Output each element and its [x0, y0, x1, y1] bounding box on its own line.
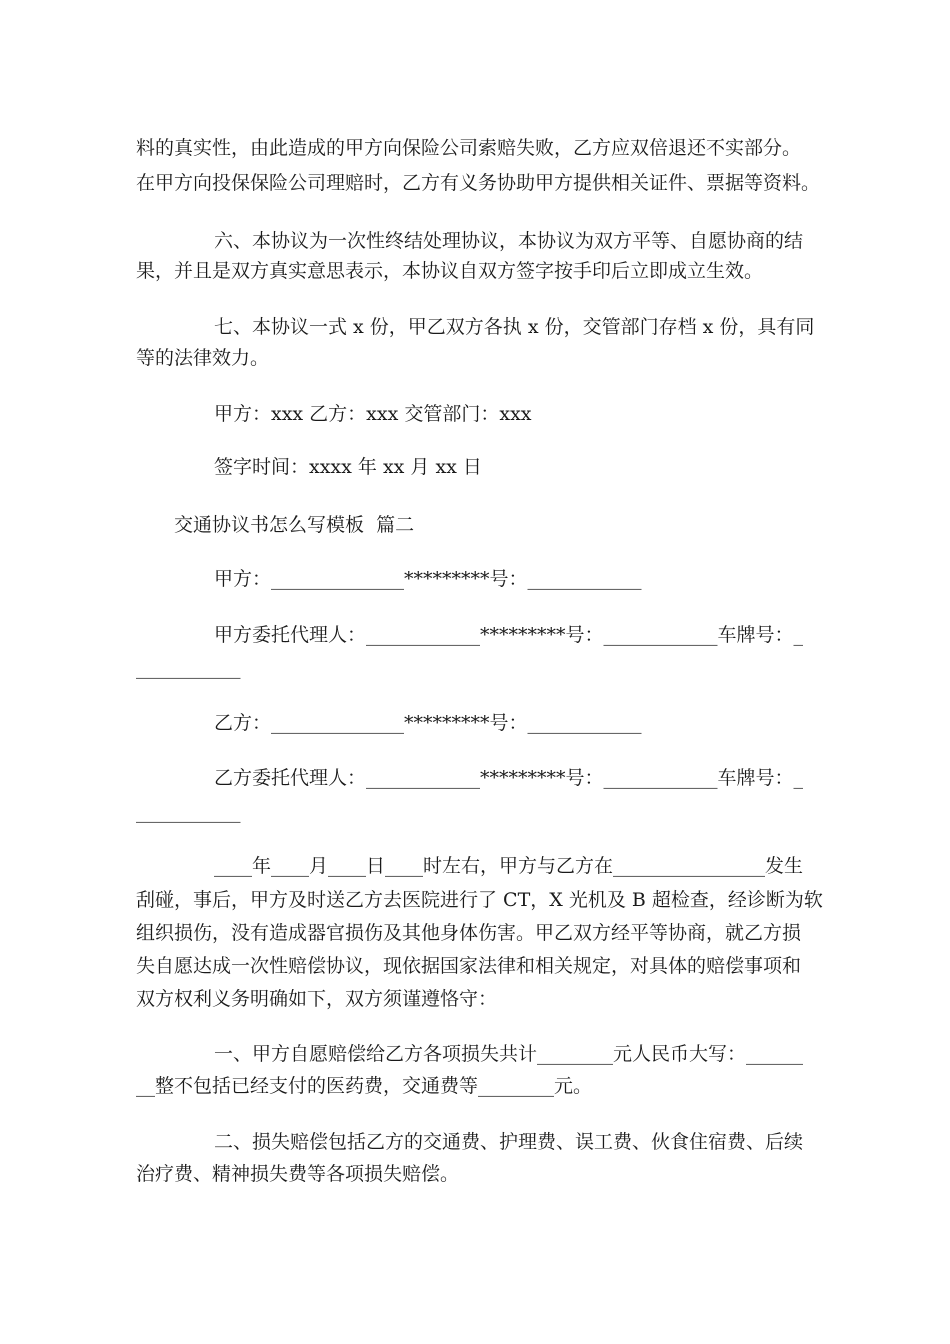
- party-a-agent-field: 甲方委托代理人：____________*********号：____________车牌号：_: [214, 624, 804, 646]
- clause-two-line: 二、损失赔偿包括乙方的交通费、护理费、误工费、伙食住宿费、后续: [214, 1131, 804, 1153]
- incident-paragraph-line: 失自愿达成一次性赔偿协议，现依据国家法律和相关规定，对具体的赔偿事项和: [136, 955, 802, 977]
- paragraph-line: 在甲方向投保保险公司理赔时，乙方有义务协助甲方提供相关证件、票据等资料。: [136, 172, 821, 194]
- clause-seven-line: 等的法律效力。: [136, 347, 270, 369]
- incident-paragraph-line: 组织损伤，没有造成器官损伤及其他身体伤害。甲乙双方经平等协商，就乙方损: [136, 922, 802, 944]
- section-title: 交通协议书怎么写模板 篇二: [174, 514, 415, 536]
- party-a-agent-field-cont: ___________: [136, 657, 241, 679]
- incident-paragraph-line: ____年____月____日____时左右，甲方与乙方在________________发生: [214, 855, 804, 877]
- signature-parties: 甲方：xxx 乙方：xxx 交管部门：xxx: [214, 403, 532, 425]
- clause-one-line: 一、甲方自愿赔偿给乙方各项损失共计________元人民币大写：______: [214, 1043, 804, 1065]
- party-b-agent-field-cont: ___________: [136, 801, 241, 823]
- clause-one-line: __整不包括已经支付的医药费，交通费等________元。: [136, 1075, 593, 1097]
- party-b-field: 乙方：______________*********号：____________: [214, 712, 642, 734]
- clause-six-line: 六、本协议为一次性终结处理协议，本协议为双方平等、自愿协商的结: [214, 230, 804, 252]
- party-b-agent-field: 乙方委托代理人：____________*********号：____________车牌号：_: [214, 767, 804, 789]
- paragraph-line: 料的真实性，由此造成的甲方向保险公司索赔失败，乙方应双倍退还不实部分。: [136, 137, 802, 159]
- incident-paragraph-line: 双方权利义务明确如下，双方须谨遵恪守：: [136, 988, 498, 1010]
- clause-six-line: 果，并且是双方真实意思表示，本协议自双方签字按手印后立即成立生效。: [136, 260, 764, 282]
- signature-date: 签字时间：xxxx 年 xx 月 xx 日: [214, 456, 482, 478]
- incident-paragraph-line: 刮碰，事后，甲方及时送乙方去医院进行了 CT，X 光机及 B 超检查，经诊断为软: [136, 889, 823, 911]
- party-a-field: 甲方：______________*********号：____________: [214, 568, 642, 590]
- clause-two-line: 治疗费、精神损失费等各项损失赔偿。: [136, 1163, 460, 1185]
- clause-seven-line: 七、本协议一式 x 份，甲乙双方各执 x 份，交管部门存档 x 份，具有同: [214, 316, 815, 338]
